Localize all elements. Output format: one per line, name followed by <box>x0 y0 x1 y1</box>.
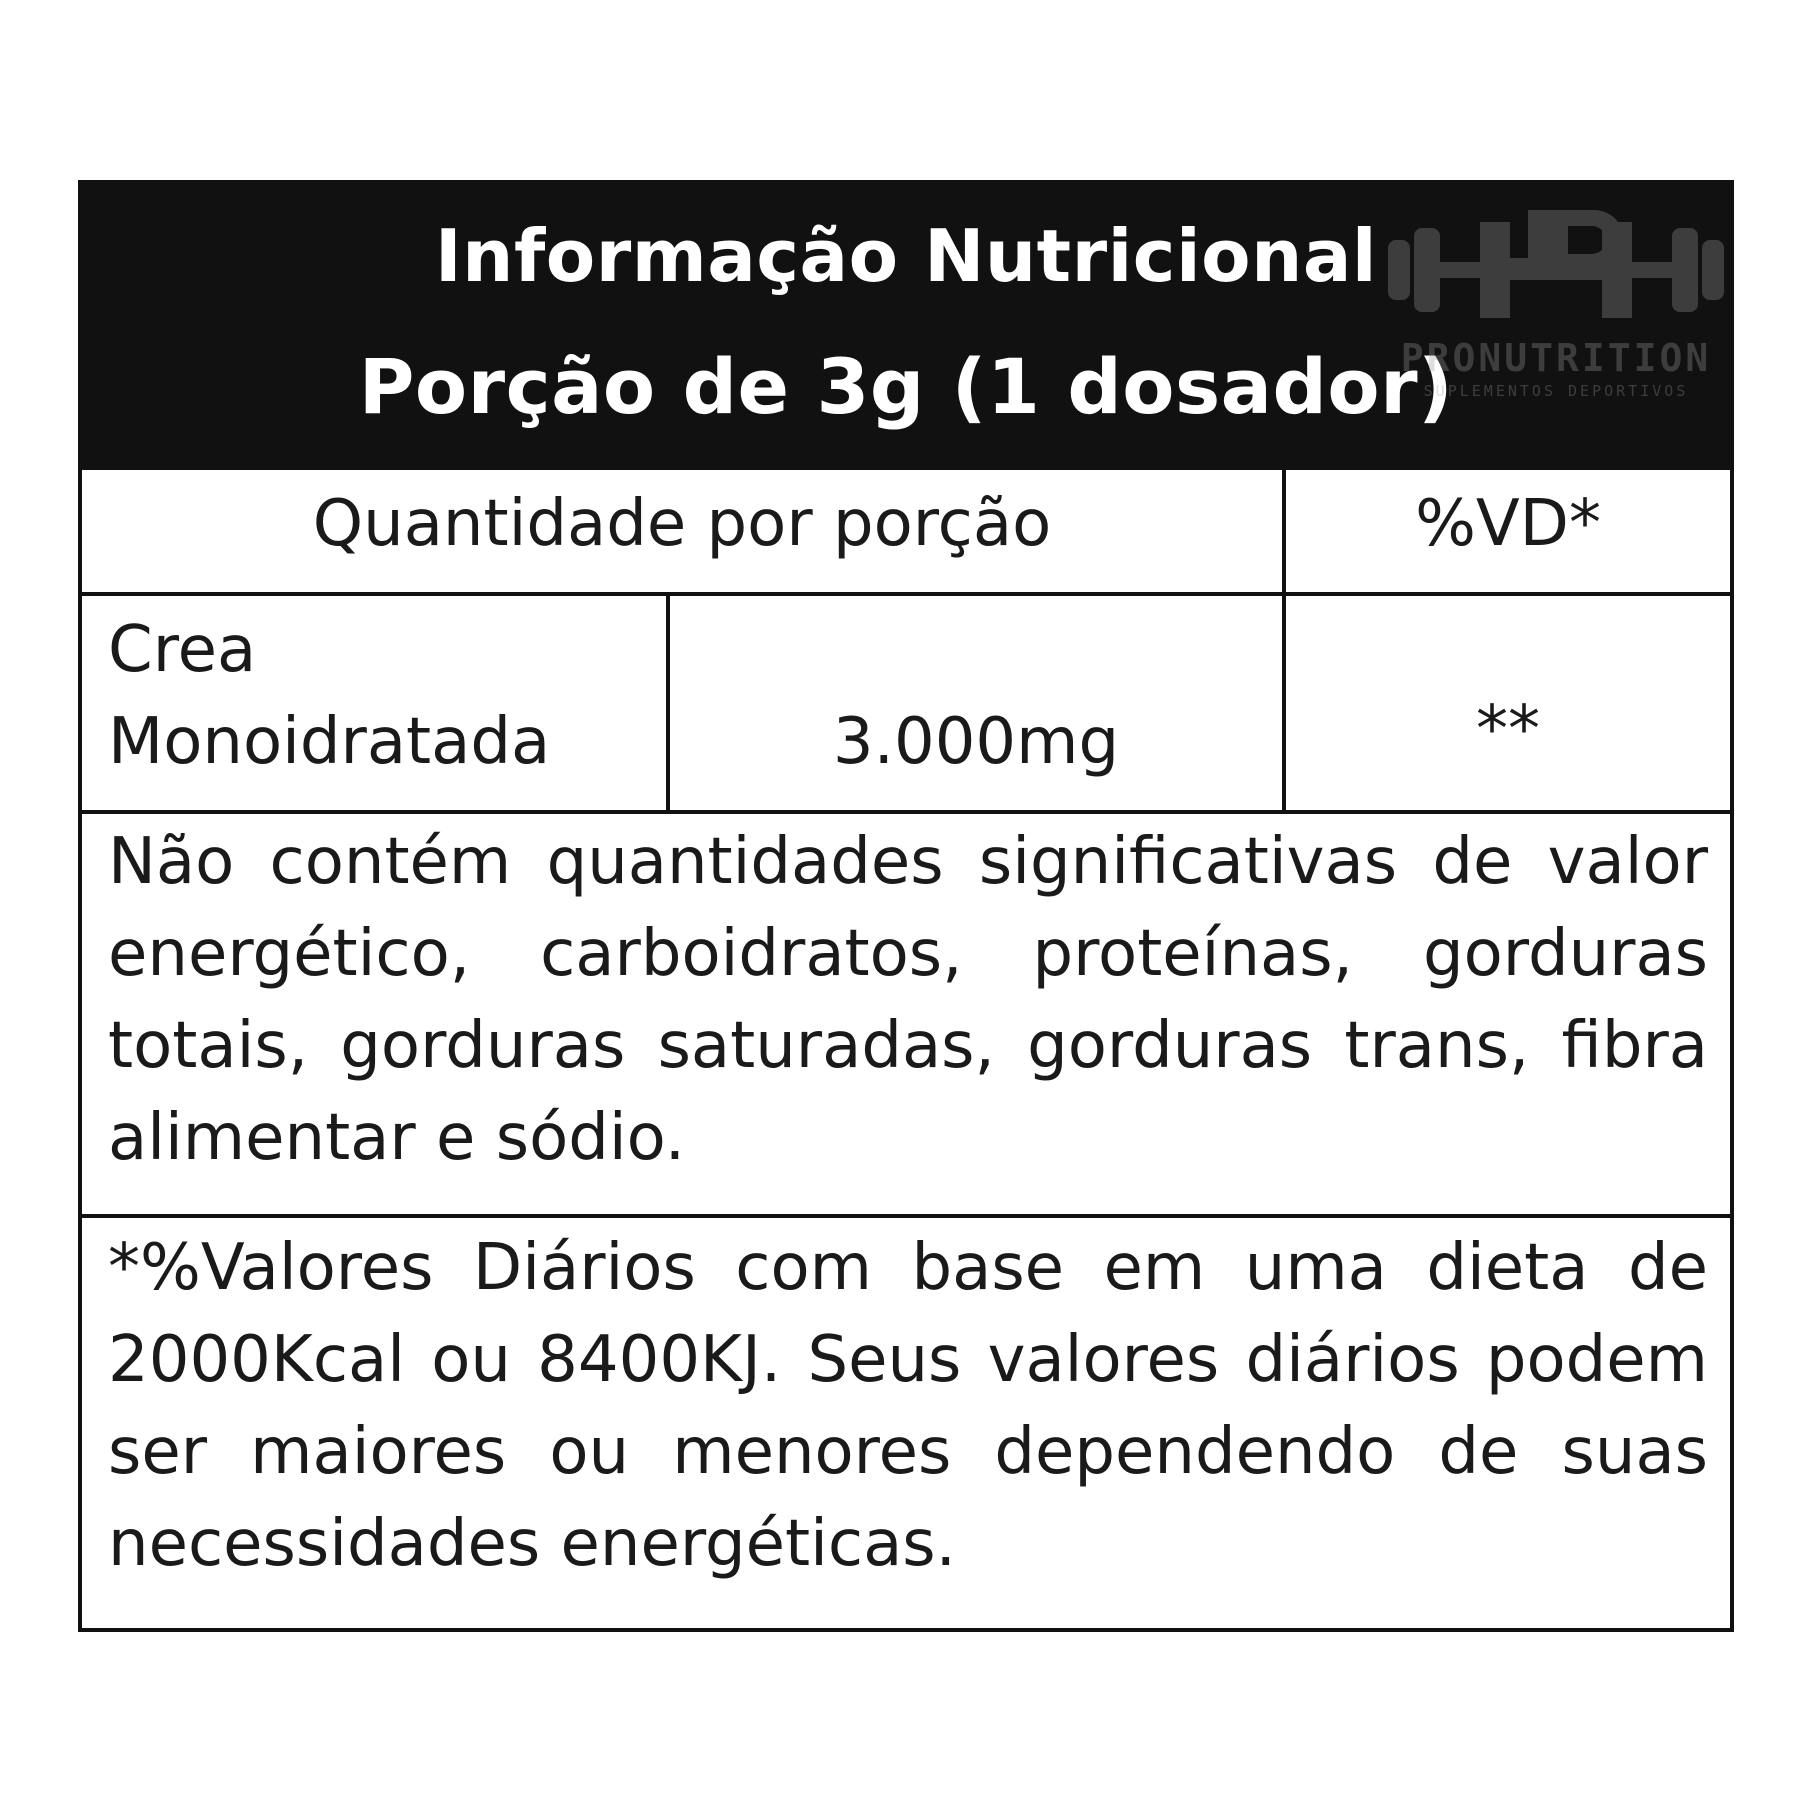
divider <box>82 466 1730 470</box>
divider <box>82 592 1730 596</box>
nutrition-facts-table <box>78 180 1734 1632</box>
daily-values-footnote: *%Valores Diários com base em uma dieta de 2000Kcal ou 8400KJ. Seus valores diários podem ser maiores ou menores dependendo de suas necessidades energéticas. <box>108 1231 1708 1581</box>
nutrient-amount: 3.000mg <box>832 705 1120 779</box>
table-header <box>82 184 1730 466</box>
nutrient-name-line-1: Crea <box>108 613 257 687</box>
serving-size: Porção de 3g (1 dosador) <box>358 342 1454 431</box>
column-header-quantity: Quantidade por porção <box>312 487 1052 561</box>
divider <box>82 810 1730 814</box>
table-title: Informação Nutricional <box>434 214 1378 298</box>
barbell-logo-icon <box>1378 210 1730 330</box>
not-significant-note: Não contém quantidades significativas de valor energético, carboidratos, proteínas, gorduras totais, gorduras saturadas, gorduras trans, fibra alimentar e sódio. <box>108 825 1708 1175</box>
nutrient-name-line-2: Monoidratada <box>108 705 551 779</box>
watermark-tagline: SUPLEMENTOS DEPORTIVOS <box>1423 382 1689 400</box>
nutrient-name <box>108 604 550 788</box>
divider <box>82 1214 1730 1218</box>
column-header-dv: %VD* <box>1415 487 1601 561</box>
brand-watermark <box>1378 210 1730 410</box>
watermark-brand: PRONUTRITION <box>1400 336 1712 380</box>
nutrient-dv: ** <box>1476 693 1540 767</box>
